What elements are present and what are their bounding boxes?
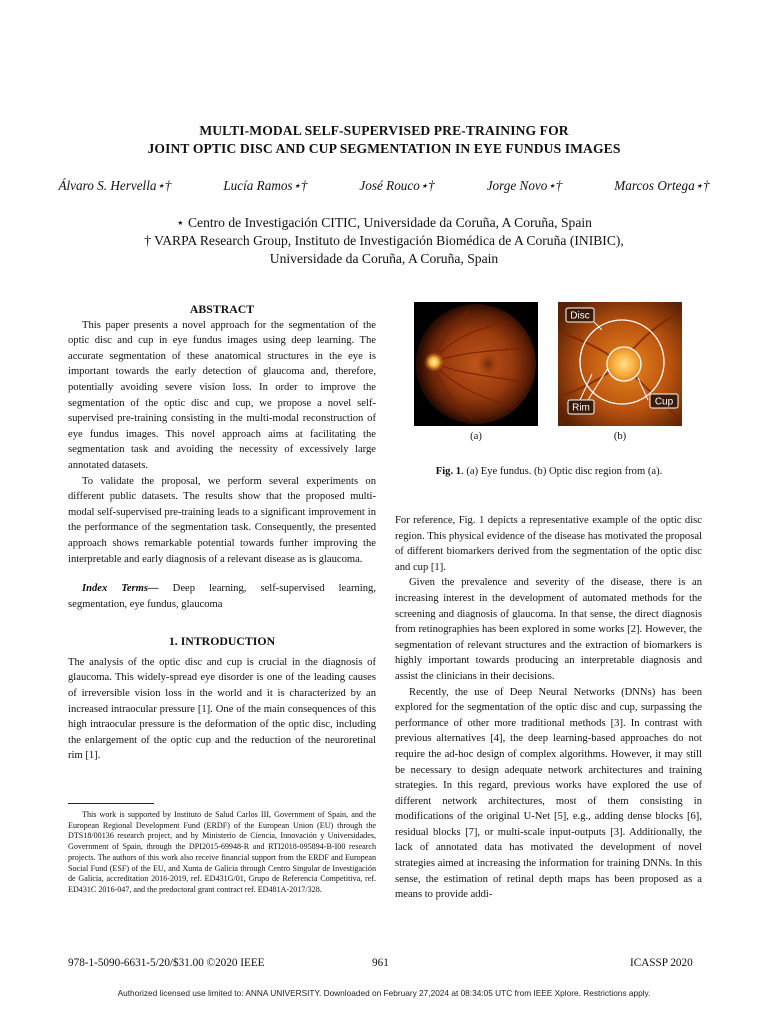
left-column (68, 302, 376, 764)
affiliation-2: † VARPA Research Group, Instituto de Investigación Biomédica de A Coruña (INIBIC), (144, 233, 624, 248)
right-paragraph-3: Recently, the use of Deep Neural Networks (DNNs) has been explored for the segmentation of the optic disc and cup, surpassing the performance of other more traditional methods [3]. In contrast with previous alternatives [4], the deep learning-based approaches do not require the ad-hoc design of complex algorithms. However, it may still be necessary to design adequate network architectures and training strategies. In this regard, previous works have explored the use of different network architectures, most of them consisting in modifications of the original U-Net [5], e.g., adding dense blocks [6], residual blocks [7], or multi-scale input-outputs [3]. Additionally, the lack of annotated data has motivated the development of novel strategies aimed at increasing the information for training DNNs. In this sense, the estimation of retinal depth maps has been proposed as a means to provide addi- (395, 686, 702, 901)
affiliation-1: ⋆ Centro de Investigación CITIC, Universidade da Coruña, A Coruña, Spain (176, 215, 592, 230)
subfigure-b-label: (b) (613, 431, 627, 442)
author-1: Álvaro S. Hervella⋆† (58, 178, 172, 193)
disc-label: Disc (570, 310, 590, 322)
author-4: Jorge Novo⋆† (486, 178, 563, 193)
footer-isbn: 978-1-5090-6631-5/20/$31.00 ©2020 IEEE (68, 957, 265, 969)
subfigure-a-label: (a) (470, 431, 482, 442)
author-5: Marcos Ortega⋆† (614, 178, 710, 193)
abstract-heading: ABSTRACT (189, 302, 255, 316)
abstract-paragraph-1: This paper presents a novel approach for the segmentation of the optic disc and cup in eye fundus images using deep learning. The accurate segmentation of these anatomical structures in the eye is important towards the early detection of glaucoma and, therefore, potentially avoiding severe vision loss. In order to improve the segmentation of the optic disc and cup, we propose a novel self-supervised pre-training consisting in the multi-modal reconstruction of eye fundus images. This novel approach aims at facilitating the segmentation task and avoiding the necessity of excessively large annotated datasets. (68, 319, 376, 471)
author-list (40, 178, 728, 194)
affiliation-3: Universidade da Coruña, A Coruña, Spain (269, 251, 499, 266)
author-3: José Rouco⋆† (359, 178, 435, 193)
right-paragraph-2: Given the prevalence and severity of the disease, there is an increasing interest in the development of automated methods for the screening and diagnosis of glaucoma. In that sense, the direct diagnosis from retinographies has been explored in some works [2]. However, the segmentation of relevant structures and the extraction of biomarkers is highly important towards producing an interpretable diagnosis and assist the clinicians in their decisions. (395, 577, 702, 682)
title-line-2: JOINT OPTIC DISC AND CUP SEGMENTATION IN EYE FUNDUS IMAGES (147, 141, 621, 156)
title-line-1: MULTI-MODAL SELF-SUPERVISED PRE-TRAINING FOR (199, 123, 569, 138)
footnote-rule (68, 803, 154, 804)
abstract-paragraph-2: To validate the proposal, we perform several experiments on different public datasets. The results show that the proposed multi-modal self-supervised pre-training leads to a significant improvement in the performance of the segmentation task. Consequently, the presented approach shows remarkable potential towards further improving the interpretable and early diagnosis of a relevant disease as is glaucoma. (68, 475, 376, 565)
cup-label: Cup (654, 396, 674, 408)
page-number: 961 (372, 957, 389, 969)
optic-disc-image (558, 302, 682, 426)
affiliations (40, 214, 728, 268)
funding-footnote: This work is supported by Instituto de Salud Carlos III, Government of Spain, and the European Regional Development Fund (ERDF) of the European Union (EU) through the DTS18/00136 research project, and by Ministerio de Ciencia, Innovación y Universidades, Government of Spain, through the DPI2015-69948-R and RTI2018-095894-B-I00 research projects. The authors of this work also receive financial support from the ERDF and European Social Fund (ESF) of the EU, and Xunta de Galicia through Centro Singular de Investigación de Galicia, accreditation 2016-2019, ref. ED431G/01, Grupo de Referencia Competitiva, ref. ED431C 2016-047, and the predoctoral grant contract ref. ED481A-2017/328. (68, 810, 376, 894)
right-column (395, 513, 702, 903)
author-2: Lucía Ramos⋆† (223, 178, 308, 193)
caption-text: . (a) Eye fundus. (b) Optic disc region from (a). (461, 466, 663, 477)
eye-fundus-image (414, 302, 538, 426)
figure-caption (414, 466, 684, 477)
intro-heading: 1. INTRODUCTION (168, 634, 276, 649)
right-paragraph-1: For reference, Fig. 1 depicts a representative example of the optic disc region. This physical evidence of the disease has motivated the proposal of different biomarkers derived from the segmentation of the optic disc and cup [1]. (395, 515, 702, 573)
index-terms-text: Deep learning, self-supervised learning, segmentation, eye fundus, glaucoma (68, 583, 376, 610)
intro-paragraph-1: The analysis of the optic disc and cup is crucial in the diagnosis of glaucoma. This widely-spread eye disorder is one of the leading causes of irreversible vision loss in the world and it is characterized by an increased intraocular pressure [1]. One of the main consequences of this high intraocular pressure is the deformation of the optic disc, including the enlargement of the optic cup and the reduction of the neuroretinal rim [1]. (68, 656, 376, 762)
rim-label: Rim (572, 402, 590, 414)
index-terms-label: Index Terms— (82, 583, 159, 595)
paper-title (40, 122, 728, 158)
index-terms (68, 581, 376, 612)
license-notice: Authorized licensed use limited to: ANNA UNIVERSITY. Downloaded on February 27,2024 at 08:34:05 UTC from IEEE Xplore. Restrictions apply. (117, 988, 651, 998)
caption-label: Fig. 1 (435, 466, 462, 477)
footer-conference: ICASSP 2020 (630, 957, 693, 969)
